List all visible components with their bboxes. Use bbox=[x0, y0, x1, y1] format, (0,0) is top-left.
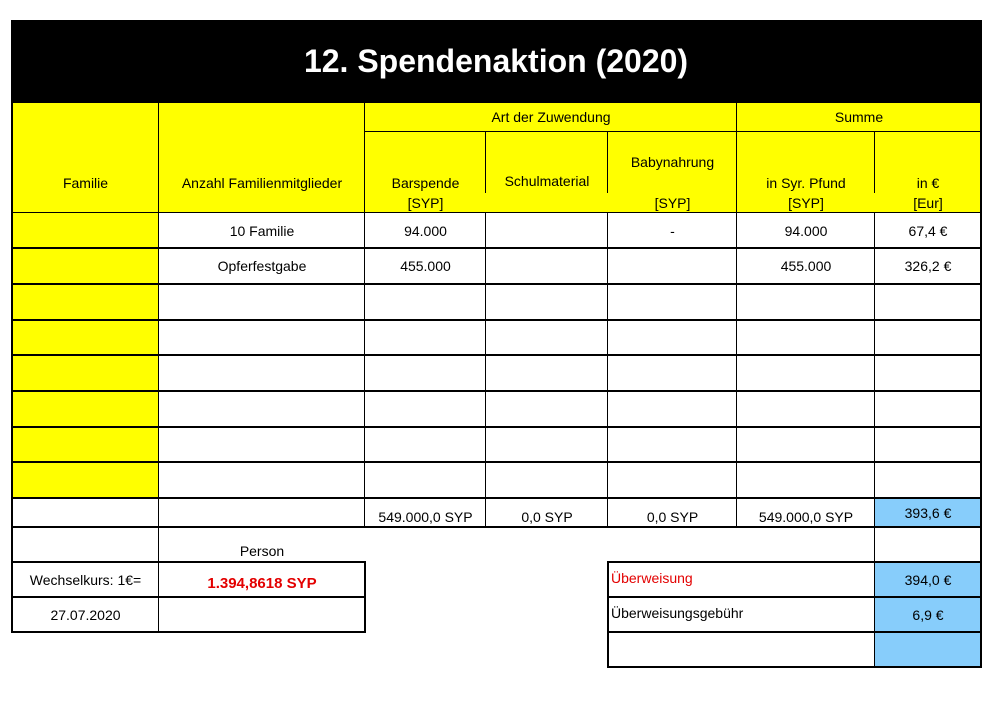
unit-cell-familie bbox=[12, 193, 159, 213]
table-row-1-eur: 67,4 € bbox=[908, 222, 948, 239]
ueberweisungsgebuehr-label: Überweisungsgebühr bbox=[611, 604, 744, 621]
grid-line bbox=[874, 131, 875, 193]
grid-line bbox=[11, 527, 13, 633]
transfer-empty-blue-cell bbox=[875, 632, 981, 667]
grid-line bbox=[608, 596, 982, 598]
grid-line bbox=[365, 131, 982, 132]
grid-line bbox=[364, 101, 365, 528]
exchange-rate-value: 1.394,8618 SYP bbox=[207, 575, 317, 592]
exchange-rate-label: Wechselkurs: 1€= bbox=[29, 571, 142, 588]
header-cell-familie-top bbox=[12, 102, 159, 132]
table-row-1-schulmaterial bbox=[486, 213, 608, 248]
header-barspende: Barspende bbox=[365, 132, 486, 193]
grid-line bbox=[11, 561, 366, 563]
total-babynahrung: 0,0 SYP bbox=[646, 509, 699, 525]
grid-line bbox=[485, 131, 486, 193]
table-row-1-barspende: 94.000 bbox=[404, 222, 447, 239]
grid-line bbox=[608, 631, 982, 633]
total-eur: 393,6 € bbox=[875, 498, 981, 527]
grid-line bbox=[485, 212, 486, 528]
table-row-1-syp: 94.000 bbox=[784, 222, 828, 239]
total-barspende: 549.000,0 SYP bbox=[378, 509, 473, 525]
ueberweisungsgebuehr-value: 6,9 € bbox=[875, 597, 981, 632]
header-schulmaterial: Schulmaterial bbox=[486, 132, 608, 193]
grid-line bbox=[607, 561, 609, 668]
unit-babynahrung: [SYP] bbox=[608, 193, 737, 213]
ueberweisung-value: 394,0 € bbox=[875, 562, 981, 597]
header-cell-anzahl-top bbox=[159, 102, 365, 132]
unit-cell-anzahl bbox=[159, 193, 365, 213]
header-in-syr-pfund: in Syr. Pfund bbox=[737, 132, 875, 193]
grid-line bbox=[11, 101, 982, 103]
grid-line bbox=[158, 101, 159, 633]
total-syp: 549.000,0 SYP bbox=[758, 509, 854, 525]
exchange-date: 27.07.2020 bbox=[50, 606, 121, 623]
total-schulmaterial: 0,0 SYP bbox=[521, 509, 573, 525]
header-summe: Summe bbox=[737, 102, 981, 132]
table-row-1-anzahl: 10 Familie bbox=[229, 222, 295, 239]
header-art-der-zuwendung: Art der Zuwendung bbox=[365, 102, 737, 132]
person-label: Person bbox=[239, 543, 285, 559]
unit-syr-pfund: [SYP] bbox=[737, 193, 875, 213]
grid-line bbox=[736, 101, 737, 528]
unit-barspende: [SYP] bbox=[365, 193, 486, 213]
table-row-2-syp: 455.000 bbox=[780, 258, 832, 274]
table-row-2-anzahl: Opferfestgabe bbox=[217, 258, 307, 274]
grid-line bbox=[364, 561, 366, 633]
table-row-2-babynahrung bbox=[608, 248, 737, 284]
header-in-eur: in € bbox=[875, 132, 981, 193]
table-row-2-schulmaterial bbox=[486, 248, 608, 284]
table-row-2-barspende: 455.000 bbox=[400, 258, 451, 274]
grid-line bbox=[11, 596, 366, 598]
table-row-2-eur: 326,2 € bbox=[904, 258, 952, 274]
ueberweisung-label: Überweisung bbox=[611, 569, 693, 586]
unit-eur: [Eur] bbox=[875, 193, 981, 213]
grid-line bbox=[608, 561, 982, 563]
table-row-1-babynahrung: - bbox=[670, 222, 675, 239]
grid-line bbox=[11, 20, 13, 528]
header-babynahrung: Babynahrung bbox=[608, 132, 737, 193]
grid-line bbox=[874, 212, 875, 667]
grid-line bbox=[607, 131, 608, 193]
grid-line bbox=[607, 212, 608, 528]
grid-line bbox=[980, 20, 982, 667]
page-title: 12. Spendenaktion (2020) bbox=[12, 20, 980, 102]
unit-cell-schulmaterial bbox=[486, 193, 608, 213]
header-anzahl-familienmitglieder: Anzahl Familienmitglieder bbox=[159, 132, 365, 193]
header-familie: Familie bbox=[12, 132, 159, 193]
grid-line bbox=[608, 666, 982, 668]
grid-line bbox=[11, 631, 366, 633]
